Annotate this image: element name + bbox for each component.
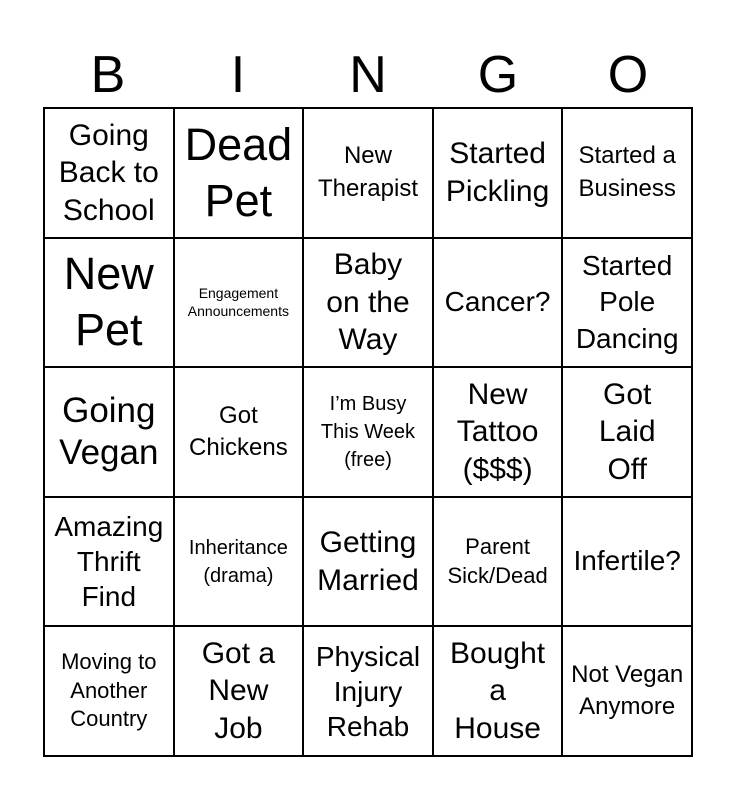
cell-text: Engagement Announcements (187, 284, 289, 320)
bingo-cell[interactable] (45, 498, 175, 628)
cell-text: Started Pole Dancing (575, 249, 679, 354)
bingo-cell[interactable] (563, 368, 693, 498)
bingo-cell[interactable] (304, 498, 434, 628)
bingo-cell[interactable] (304, 627, 434, 757)
bingo-cell[interactable] (434, 498, 564, 628)
cell-text: New Tattoo ($$$) (456, 377, 539, 486)
cell-text: Infertile? (573, 545, 681, 577)
bingo-cell[interactable] (175, 239, 305, 369)
cell-text: Going Vegan (59, 390, 159, 472)
cell-text: Physical Injury Rehab (315, 640, 421, 742)
bingo-cell[interactable] (563, 109, 693, 239)
cell-text: Inheritance (drama) (188, 536, 288, 587)
bingo-cell[interactable] (45, 627, 175, 757)
bingo-cell[interactable] (304, 368, 434, 498)
cell-text: Getting Married (317, 526, 419, 597)
header-letter-b: B (90, 46, 126, 104)
bingo-cell[interactable] (434, 239, 564, 369)
cell-text: Going Back to School (58, 118, 159, 227)
bingo-cell[interactable] (175, 627, 305, 757)
bingo-cell[interactable] (304, 239, 434, 369)
cell-text: Dead Pet (184, 118, 293, 226)
cell-text: Not Vegan Anymore (571, 660, 684, 721)
bingo-cell[interactable] (45, 239, 175, 369)
cell-text: I’m Busy This Week (free) (320, 392, 416, 471)
cell-text: Parent Sick/Dead (447, 534, 548, 588)
bingo-cell[interactable] (563, 239, 693, 369)
bingo-cell[interactable] (563, 498, 693, 628)
cell-text: Got a New Job (201, 636, 276, 745)
cell-text: New Therapist (317, 142, 418, 202)
cell-text: Bought a House (450, 636, 546, 745)
bingo-cell[interactable] (304, 109, 434, 239)
cell-text: Amazing Thrift Find (54, 511, 164, 613)
bingo-cell[interactable] (175, 498, 305, 628)
bingo-cell[interactable] (434, 368, 564, 498)
bingo-cell[interactable] (175, 368, 305, 498)
bingo-cell[interactable] (45, 109, 175, 239)
bingo-board (43, 107, 693, 757)
bingo-cell[interactable] (45, 368, 175, 498)
cell-text: Started Pickling (445, 137, 550, 208)
bingo-cell[interactable] (434, 627, 564, 757)
cell-text: Started a Business (578, 142, 676, 202)
header-letter-o: O (607, 46, 649, 104)
bingo-header (43, 45, 693, 105)
cell-text: Cancer? (444, 286, 551, 318)
cell-text: Moving to Another Country (61, 649, 157, 732)
cell-text: Got Laid Off (598, 377, 656, 486)
header-letter-n: N (349, 46, 387, 104)
bingo-cell[interactable] (563, 627, 693, 757)
header-letter-i: I (230, 46, 246, 104)
header-letter-g: G (477, 46, 519, 104)
bingo-cell[interactable] (434, 109, 564, 239)
bingo-cell[interactable] (175, 109, 305, 239)
cell-text: Got Chickens (189, 401, 288, 461)
cell-text: New Pet (63, 248, 154, 356)
cell-text: Baby on the Way (326, 248, 410, 357)
